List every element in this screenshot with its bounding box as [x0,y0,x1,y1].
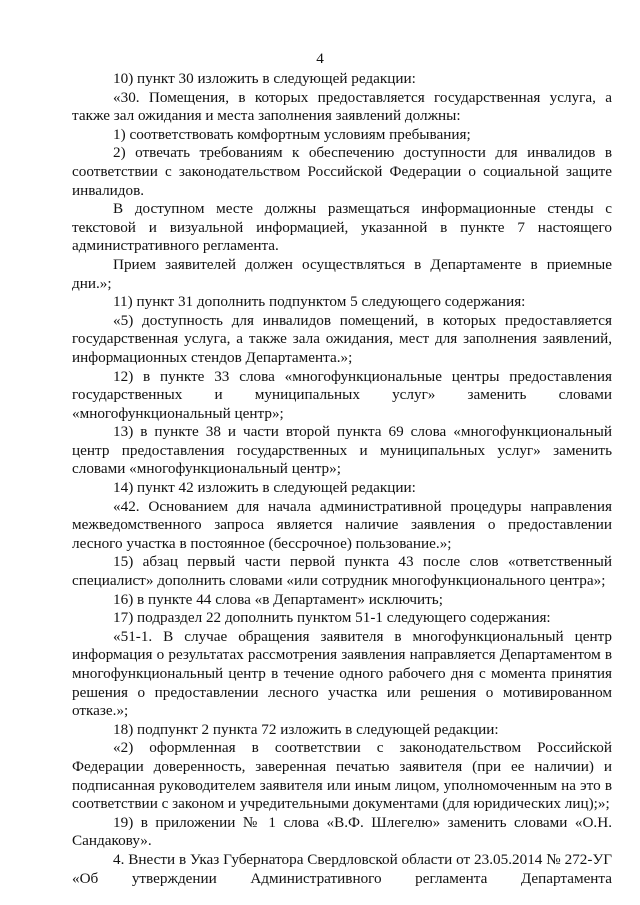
paragraph: 1) соответствовать комфортным условиям пребывания; [113,125,471,143]
paragraph: 15) абзац первый части первой пункта 43 после слов «ответственный специалист» дополнить словами «или сотрудник многофункционального центра»; [72,553,612,590]
paragraph: 4. Внести в Указ Губернатора Свердловской области от 23.05.2014 № 272-УГ «Об утверждении Административного регламента Департамента [72,850,612,887]
paragraph: «42. Основанием для начала административной процедуры направления межведомственного запроса является наличие заявления о предоставлении лесного участка в постоянное (бессрочное) пользование.»; [72,497,612,552]
paragraph: В доступном месте должны размещаться информационные стенды с текстовой и визуальной информацией, указанной в пункте 7 настоящего административного регламента. [72,200,612,255]
paragraph: 12) в пункте 33 слова «многофункциональные центры предоставления государственных и муниципальных услуг» заменить словами «многофункциональный центр»; [72,367,612,422]
paragraph: 17) подраздел 22 дополнить пунктом 51-1 следующего содержания: [113,609,551,627]
paragraph: «30. Помещения, в которых предоставляется государственная услуга, а также зал ожидания и места заполнения заявлений должны: [72,88,612,125]
paragraph: 11) пункт 31 дополнить подпунктом 5 следующего содержания: [113,293,526,311]
paragraph: 2) отвечать требованиям к обеспечению доступности для инвалидов в соответствии с законодательством Российской Федерации о социальной защите инвалидов. [72,144,612,199]
paragraph: «2) оформленная в соответствии с законодательством Российской Федерации доверенность, заверенная печатью заявителя (при ее наличии) и подписанная руководителем заявителя или иным лицом, уполномоченным на это в соответствии с законом и учредительными документами (для юридических лиц);»; [72,739,612,813]
paragraph: 13) в пункте 38 и части второй пункта 69 слова «многофункциональный центр предоставления государственных и муниципальных услуг» заменить словами «многофункциональный центр»; [72,423,612,478]
paragraph: Прием заявителей должен осуществляться в Департаменте в приемные дни.»; [72,255,612,292]
paragraph: «5) доступность для инвалидов помещений, в которых предоставляется государственная услуга, а также зала ожидания, мест для заполнения заявлений, информационных стендов Департамента.»; [72,311,612,366]
paragraph: 18) подпункт 2 пункта 72 изложить в следующей редакции: [113,720,499,738]
document-body [72,70,612,888]
paragraph: 10) пункт 30 изложить в следующей редакции: [113,70,416,87]
paragraph: 16) в пункте 44 слова «в Департамент» исключить; [113,590,443,608]
page-number: 4 [316,50,324,67]
paragraph: «51-1. В случае обращения заявителя в многофункциональный центр информация о результатах рассмотрения заявления направляется Департаментом в многофункциональный центр в течение одного рабочего дня с момента принятия решения о предоставлении лесного участка или решения о мотивированном отказе.»; [72,627,612,720]
paragraph: 14) пункт 42 изложить в следующей редакции: [113,479,416,497]
paragraph: 19) в приложении № 1 слова «В.Ф. Шлегелю» заменить словами «О.Н. Сандакову». [72,813,612,850]
